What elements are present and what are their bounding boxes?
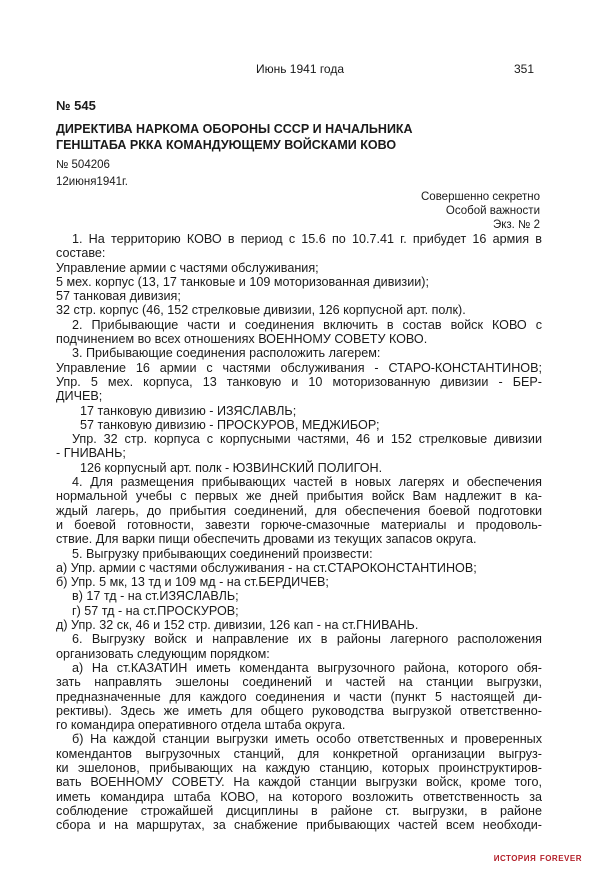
body-line: соблюдение строжайшей дисциплины в районе ст. выгрузки, в районе [56, 803, 542, 818]
body-line: подчинением во всех отношениях ВОЕННОМУ СОВЕТУ КОВО. [56, 332, 428, 347]
body-line: б) Упр. 5 мк, 13 тд и 109 мд - на ст.БЕРДИЧЕВ; [56, 575, 329, 590]
body-line: 5. Выгрузку прибывающих соединений произвести: [72, 546, 373, 561]
secrecy-stamp [421, 190, 540, 232]
stamp-line: Экз. № 2 [492, 219, 540, 231]
body-line: 1. На территорию КОВО в период с 15.6 по 10.7.41 г. прибудет 16 армия в [72, 232, 542, 246]
body-line: рективы). Здесь же иметь для общего руководства выгрузкой ответственно- [56, 703, 542, 718]
body-line: зать направлять эшелоны соединений и частей на станции выгрузки, [56, 675, 542, 690]
document-body [56, 232, 542, 832]
body-line: 57 танковую дивизию - ПРОСКУРОВ, МЕДЖИБОР; [80, 417, 380, 432]
body-line: и боевой готовности, завезти горюче-смазочные материалы и продоволь- [56, 517, 542, 532]
body-line: организовать следующим порядком: [56, 646, 270, 661]
body-line: комендантов выгрузочных станций, для конкретной организации выгруз- [56, 746, 542, 761]
body-line: ствие. Для варки пищи обеспечить дровами из текущих запасов округа. [56, 532, 477, 547]
title-line: ГЕНШТАБА РККА КОМАНДУЮЩЕМУ ВОЙСКАМИ КОВО [56, 138, 397, 152]
body-line: Управление 16 армии с частями обслуживания - СТАРО-КОНСТАНТИНОВ; [56, 360, 542, 375]
body-line: 126 корпусный арт. полк - ЮЗВИНСКИЙ ПОЛИГОН. [80, 460, 383, 475]
document-title [56, 121, 456, 153]
body-line: 32 стр. корпус (46, 152 стрелковые дивизии, 126 корпусной арт. полк). [56, 303, 466, 318]
body-line: сбора и на маршрутах, за снабжение прибывающих частей всем необходи- [56, 818, 542, 833]
document-number: № 545 [56, 98, 96, 113]
body-line: в) 17 тд - на ст.ИЗЯСЛАВЛЬ; [72, 589, 239, 604]
body-line: Управление армии с частями обслуживания; [56, 260, 319, 275]
body-line: ДИЧЕВ; [56, 389, 103, 404]
body-line: 57 танковая дивизия; [56, 289, 181, 304]
body-line: ждый лагерь, до прибытия соединений, для обеспечения боевой подготовки [56, 503, 542, 518]
body-line: а) На ст.КАЗАТИН иметь коменданта выгрузочного района, которого обя- [72, 660, 542, 675]
body-line: вать ВОЕННОМУ СОВЕТУ. На каждой станции выгрузки войск, кроме того, [56, 775, 542, 790]
body-line: ки эшелонов, прибывающих на каждую станцию, которых проинструктиров- [56, 760, 542, 775]
body-line: 3. Прибывающие соединения расположить лагерем: [72, 346, 381, 361]
running-header: Июнь 1941 года [255, 62, 345, 76]
document-date: 12июня1941г. [56, 176, 128, 188]
body-line: Упр. 5 мех. корпуса, 13 танковую и 10 моторизованную дивизии - БЕР- [56, 374, 542, 389]
publisher-watermark: история forever [493, 852, 582, 864]
title-line: ДИРЕКТИВА НАРКОМА ОБОРОНЫ СССР И НАЧАЛЬНИКА [56, 122, 413, 136]
body-line: го командира оперативного отдела штаба округа. [56, 718, 346, 733]
body-line: Упр. 32 стр. корпуса с корпусными частями, 46 и 152 стрелковые дивизии [72, 432, 542, 447]
body-line: б) На каждой станции выгрузки иметь особо ответственных и проверенных [72, 732, 542, 747]
body-line: 17 танковую дивизию - ИЗЯСЛАВЛЬ; [80, 403, 297, 418]
registration-number: № 504206 [56, 159, 110, 171]
body-line: предназначенные для каждого соединения и части (пункт 5 настоящей ди- [56, 689, 542, 704]
stamp-line: Совершенно секретно [421, 191, 540, 203]
body-line: - ГНИВАНЬ; [56, 446, 126, 461]
body-line: 5 мех. корпус (13, 17 танковые и 109 моторизованная дивизии); [56, 274, 429, 289]
body-line: составе: [56, 246, 106, 261]
body-line: нормальной учебы с первых же дней прибытия войск Вам надлежит в ка- [56, 489, 542, 504]
body-line: д) Упр. 32 ск, 46 и 152 стр. дивизии, 126 кап - на ст.ГНИВАНЬ. [56, 618, 419, 633]
body-line: иметь командира штаба КОВО, на которого возложить ответственность за [56, 789, 542, 804]
page-number: 351 [513, 62, 534, 76]
body-line: 2. Прибывающие части и соединения включить в состав войск КОВО с [72, 317, 542, 332]
stamp-line: Особой важности [445, 205, 540, 217]
body-line: 4. Для размещения прибывающих частей в новых лагерях и обеспечения [72, 475, 542, 490]
body-line: а) Упр. армии с частями обслуживания - на ст.СТАРОКОНСТАНТИНОВ; [56, 560, 477, 575]
body-line: 6. Выгрузку войск и направление их в районы лагерного расположения [72, 632, 542, 647]
body-line: г) 57 тд - на ст.ПРОСКУРОВ; [72, 603, 239, 618]
